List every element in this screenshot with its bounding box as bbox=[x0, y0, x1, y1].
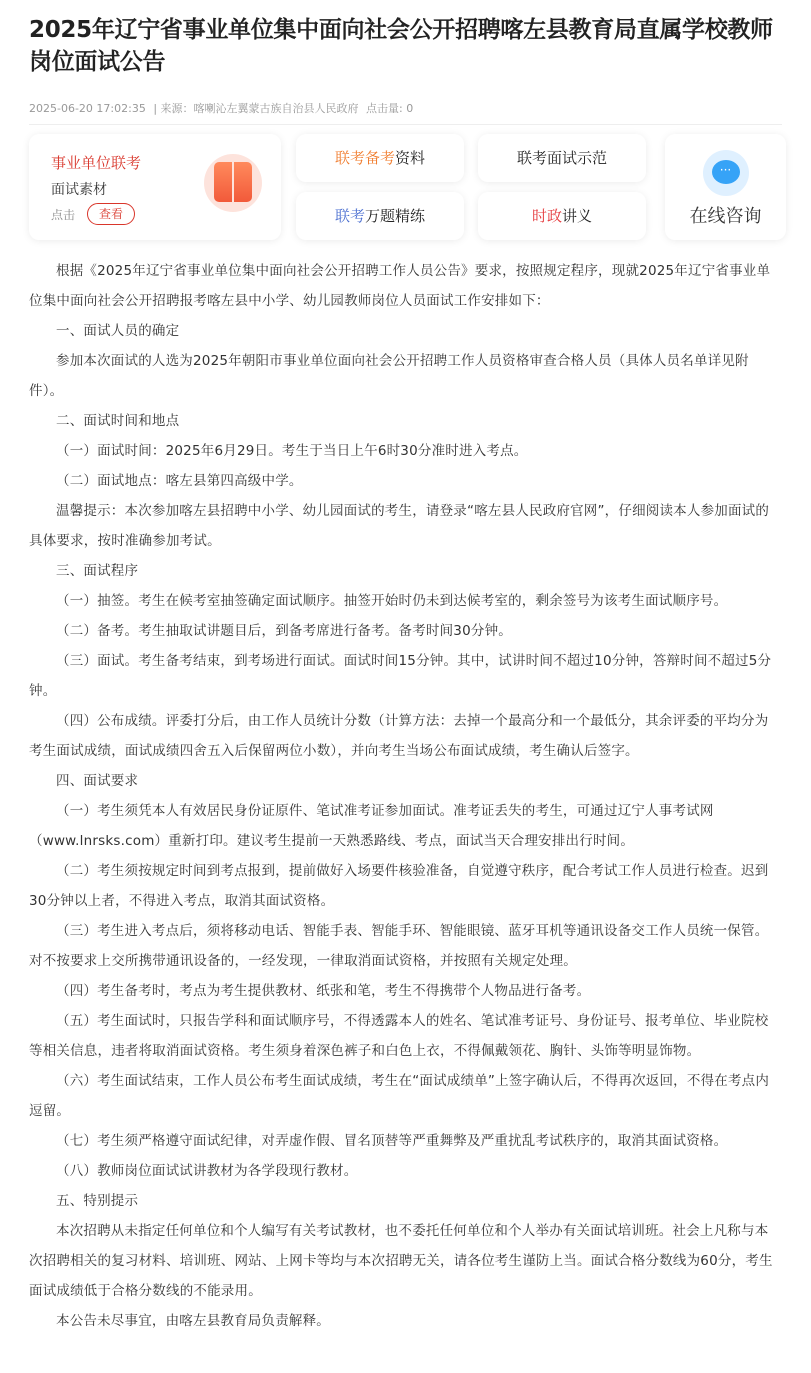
article-meta bbox=[29, 100, 782, 116]
paragraph: （四）公布成绩。评委打分后，由工作人员统计分数（计算方法：去掉一个最高分和一个最低分，其余评委的平均分为考生面试成绩，面试成绩四舍五入后保留两位小数），并向考生当场公布面试成绩，考生确认后签字。 bbox=[29, 713, 769, 759]
paragraph: （一）面试时间：2025年6月29日。考生于当日上午6时30分准时进入考点。 bbox=[56, 443, 528, 459]
paragraph: （一）考生须凭本人有效居民身份证原件、笔试准考证参加面试。准考证丢失的考生，可通过辽宁人事考试网（www.lnrsks.com）重新打印。建议考生提前一天熟悉路线、考点，面试当天合理安排出行时间。 bbox=[29, 803, 714, 849]
card-label-highlight: 联考 bbox=[334, 207, 365, 225]
paragraph: （三）考生进入考点后，须将移动电话、智能手表、智能手环、智能眼镜、蓝牙耳机等通讯设备交工作人员统一保管。对不按要求上交所携带通讯设备的，一经发现，一律取消面试资格，并按照有关规定处理。 bbox=[29, 923, 769, 969]
question-practice-card[interactable] bbox=[296, 192, 464, 240]
page-title: 2025年辽宁省事业单位集中面向社会公开招聘喀左县教育局直属学校教师岗位面试公告 bbox=[29, 17, 773, 75]
card-label: 资料 bbox=[395, 149, 426, 167]
prep-materials-card[interactable] bbox=[296, 134, 464, 182]
paragraph: 二、面试时间和地点 bbox=[56, 413, 180, 429]
paragraph: （二）面试地点：喀左县第四高级中学。 bbox=[56, 473, 303, 489]
online-consult-card[interactable] bbox=[665, 134, 786, 240]
chat-icon bbox=[703, 150, 749, 196]
paragraph: （二）备考。考生抽取试讲题目后，到备考席进行备考。备考时间30分钟。 bbox=[56, 623, 512, 639]
book-icon bbox=[204, 154, 262, 212]
article-body bbox=[29, 256, 782, 1336]
card-label: 在线咨询 bbox=[689, 206, 762, 227]
paragraph: （五）考生面试时，只报告学科和面试顺序号，不得透露本人的姓名、笔试准考证号、身份证号、报考单位、毕业院校等相关信息，违者将取消面试资格。考生须身着深色裤子和白色上衣，不得佩戴领花、胸针、头饰等明显饰物。 bbox=[29, 1013, 769, 1059]
paragraph: 四、面试要求 bbox=[56, 773, 139, 789]
paragraph: 根据《2025年辽宁省事业单位集中面向社会公开招聘工作人员公告》要求，按照规定程序，现就2025年辽宁省事业单位集中面向社会公开招聘报考喀左县中小学、幼儿园教师岗位人员面试工作安排如下： bbox=[29, 263, 771, 309]
hit-count: 点击量: 0 bbox=[366, 102, 414, 115]
card-title: 事业单位联考 bbox=[51, 154, 142, 172]
paragraph: 三、面试程序 bbox=[56, 563, 139, 579]
interview-demo-card[interactable] bbox=[478, 134, 646, 182]
divider bbox=[29, 124, 782, 125]
view-button[interactable]: 查看 bbox=[87, 203, 135, 225]
card-label-highlight: 联考备考 bbox=[334, 149, 395, 167]
interview-material-card[interactable] bbox=[29, 134, 281, 240]
paragraph: 本次招聘从未指定任何单位和个人编写有关考试教材，也不委托任何单位和个人举办有关面试培训班。社会上凡称与本次招聘相关的复习材料、培训班、网站、上网卡等均与本次招聘无关，请各位考生谨防上当。面试合格分数线为60分，考生面试成绩低于合格分数线的不能录用。 bbox=[29, 1223, 773, 1299]
source: | 来源：喀喇沁左翼蒙古族自治县人民政府 bbox=[153, 102, 359, 115]
paragraph: （四）考生备考时，考点为考生提供教材、纸张和笔，考生不得携带个人物品进行备考。 bbox=[56, 983, 591, 999]
promo-cards bbox=[29, 134, 782, 242]
card-label: 联考面试示范 bbox=[516, 149, 607, 167]
card-subtitle: 面试素材 bbox=[51, 182, 107, 198]
paragraph: 五、特别提示 bbox=[56, 1193, 139, 1209]
card-label-highlight: 时政 bbox=[531, 207, 562, 225]
paragraph: （三）面试。考生备考结束，到考场进行面试。面试时间15分钟。其中，试讲时间不超过10分钟，答辩时间不超过5分钟。 bbox=[29, 653, 772, 699]
paragraph: （八）教师岗位面试试讲教材为各学段现行教材。 bbox=[56, 1163, 358, 1179]
paragraph: （一）抽签。考生在候考室抽签确定面试顺序。抽签开始时仍未到达候考室的，剩余签号为该考生面试顺序号。 bbox=[56, 593, 728, 609]
current-affairs-card[interactable] bbox=[478, 192, 646, 240]
card-label: 万题精练 bbox=[365, 207, 426, 225]
paragraph: 一、面试人员的确定 bbox=[56, 323, 180, 339]
publish-date: 2025-06-20 17:02:35 bbox=[29, 102, 146, 115]
paragraph: 温馨提示：本次参加喀左县招聘中小学、幼儿园面试的考生，请登录“喀左县人民政府官网”，仔细阅读本人参加面试的具体要求，按时准确参加考试。 bbox=[29, 503, 770, 549]
card-click-label: 点击 bbox=[51, 208, 76, 222]
card-label: 讲义 bbox=[562, 207, 593, 225]
paragraph: （六）考生面试结束，工作人员公布考生面试成绩，考生在“面试成绩单”上签字确认后，不得再次返回，不得在考点内逗留。 bbox=[29, 1073, 770, 1119]
paragraph: （七）考生须严格遵守面试纪律，对弄虚作假、冒名顶替等严重舞弊及严重扰乱考试秩序的，取消其面试资格。 bbox=[56, 1133, 728, 1149]
paragraph: 参加本次面试的人选为2025年朝阳市事业单位面向社会公开招聘工作人员资格审查合格人员（具体人员名单详见附件）。 bbox=[29, 353, 749, 399]
paragraph: 本公告未尽事宜，由喀左县教育局负责解释。 bbox=[56, 1313, 330, 1329]
paragraph: （二）考生须按规定时间到考点报到，提前做好入场要件核验准备，自觉遵守秩序，配合考试工作人员进行检查。迟到30分钟以上者，不得进入考点，取消其面试资格。 bbox=[29, 863, 769, 909]
